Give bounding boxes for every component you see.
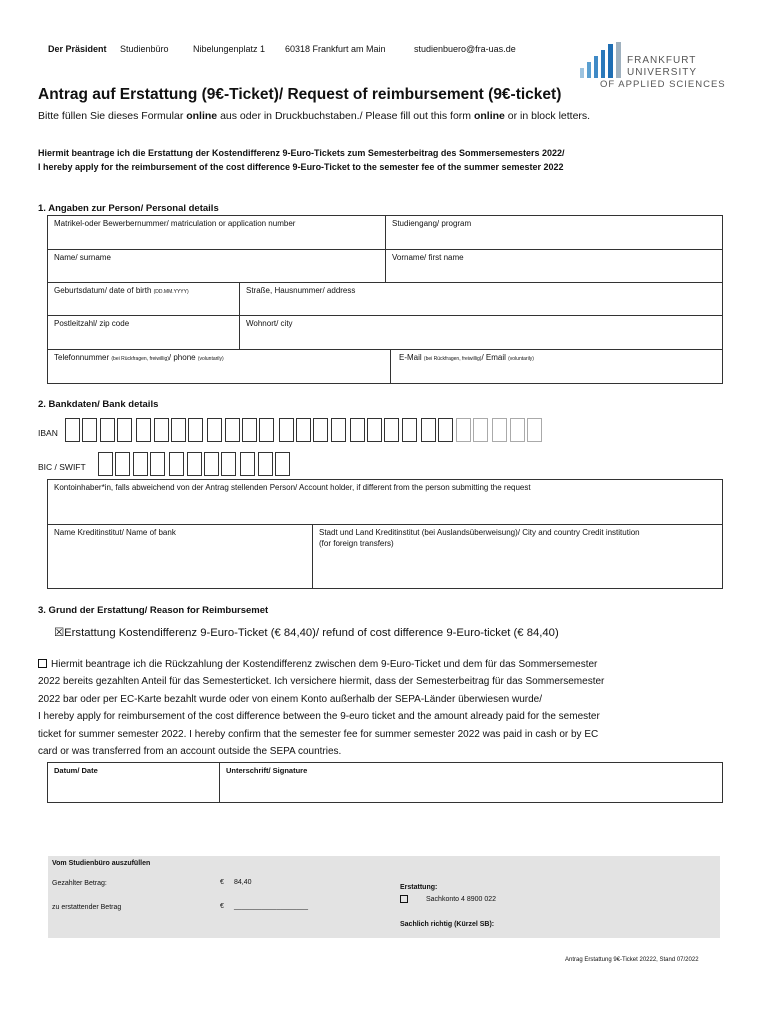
university-logo — [580, 42, 730, 94]
zip-field[interactable]: Postleitzahl/ zip code — [48, 316, 240, 350]
signature-table — [47, 762, 723, 803]
iban-row-char-box[interactable] — [438, 418, 453, 442]
header-email: studienbuero@fra-uas.de — [414, 44, 516, 54]
program-field[interactable]: Studiengang/ program — [386, 216, 723, 250]
iban-row-char-box[interactable] — [402, 418, 417, 442]
iban-row-char-box[interactable] — [207, 418, 222, 442]
iban-row-char-box[interactable] — [279, 418, 294, 442]
bic-row-char-box[interactable] — [221, 452, 236, 476]
header-office: Studienbüro — [120, 44, 169, 54]
iban-row-char-box[interactable] — [313, 418, 328, 442]
header-street: Nibelungenplatz 1 — [193, 44, 266, 54]
bic-row-char-box[interactable] — [115, 452, 130, 476]
iban-row-char-box[interactable] — [100, 418, 115, 442]
bank-city-field[interactable]: Stadt und Land Kreditinstitut (bei Auslandsüberweisung)/ City and country Credit institution (for foreign transfers) — [319, 528, 640, 548]
iban-row-char-box[interactable] — [171, 418, 186, 442]
iban-row-char-box[interactable] — [456, 418, 471, 442]
personal-details-table — [47, 215, 723, 384]
account-holder-field[interactable]: Kontoinhaber*in, falls abweichend von der Antrag stellenden Person/ Account holder, if different from the person submitting the request — [48, 480, 723, 525]
bic-row-char-box[interactable] — [150, 452, 165, 476]
page-title: Antrag auf Erstattung (9€-Ticket)/ Request of reimbursement (9€-ticket) — [38, 86, 562, 103]
iban-row-char-box[interactable] — [367, 418, 382, 442]
paid-currency: € — [220, 879, 224, 886]
bank-details-table — [47, 479, 723, 589]
bic-input[interactable] — [98, 452, 288, 476]
bic-row-char-box[interactable] — [98, 452, 113, 476]
logo-line-3: OF APPLIED SCIENCES — [600, 79, 726, 90]
account-label: Sachkonto 4 8900 022 — [426, 896, 497, 903]
intro-line-de: Hiermit beantrage ich die Erstattung der Kostendifferenz 9-Euro-Tickets zum Semesterbeitrag des Sommersemesters 2022/ — [38, 148, 565, 158]
bic-row-char-box[interactable] — [240, 452, 255, 476]
iban-row-char-box[interactable] — [65, 418, 80, 442]
bic-row-char-box[interactable] — [275, 452, 290, 476]
iban-row-char-box[interactable] — [510, 418, 525, 442]
city-field[interactable]: Wohnort/ city — [240, 316, 723, 350]
iban-input[interactable] — [65, 418, 635, 442]
iban-row-char-box[interactable] — [225, 418, 240, 442]
header-city: 60318 Frankfurt am Main — [285, 44, 386, 54]
header-president: Der Präsident — [48, 44, 107, 54]
paid-label: Gezahlter Betrag: — [52, 880, 107, 887]
bic-label: BIC / SWIFT — [38, 462, 86, 472]
intro-text — [38, 146, 565, 174]
iban-row-char-box[interactable] — [82, 418, 97, 442]
matrikel-field[interactable]: Matrikel-oder Bewerbernummer/ matriculation or application number — [48, 216, 386, 250]
iban-row-char-box[interactable] — [117, 418, 132, 442]
iban-row-char-box[interactable] — [188, 418, 203, 442]
iban-row-char-box[interactable] — [331, 418, 346, 442]
iban-row-char-box[interactable] — [242, 418, 257, 442]
checked-label: Sachlich richtig (Kürzel SB): — [400, 921, 495, 928]
logo-line-1: FRANKFURT — [627, 55, 697, 66]
paid-value: 84,40 — [234, 879, 252, 886]
section2-title: 2. Bankdaten/ Bank details — [38, 399, 159, 410]
erstattung-label: Erstattung: — [400, 884, 438, 891]
iban-row-char-box[interactable] — [527, 418, 542, 442]
office-use-box — [48, 856, 720, 938]
refund-value: ___________________ — [234, 903, 308, 910]
footer: Antrag Erstattung 9€-Ticket 20222, Stand 07/2022 — [565, 957, 699, 963]
dob-field[interactable]: Geburtsdatum/ date of birth (DD.MM.YYYY) — [48, 283, 240, 316]
iban-row-char-box[interactable] — [421, 418, 436, 442]
intro-line-en: I hereby apply for the reimbursement of the cost difference 9-Euro-Ticket to the semester fee of the summer semester 2022 — [38, 162, 564, 172]
phone-field[interactable]: Telefonnummer (bei Rückfragen, freiwillig)/ phone (voluntarily) — [48, 350, 391, 384]
iban-row-char-box[interactable] — [473, 418, 488, 442]
bic-row-char-box[interactable] — [133, 452, 148, 476]
bank-name-field[interactable]: Name Kreditinstitut/ Name of bank — [48, 525, 313, 588]
email-field[interactable]: E-Mail (bei Rückfragen, freiwillig)/ Email (voluntarily) — [399, 353, 534, 362]
surname-field[interactable]: Name/ surname — [48, 250, 386, 283]
reason-option-2-checkbox[interactable] — [38, 659, 47, 668]
bic-row-char-box[interactable] — [187, 452, 202, 476]
reason-option-1[interactable]: ☒Erstattung Kostendifferenz 9-Euro-Ticket (€ 84,40)/ refund of cost difference 9-Euro-ticket (€ 84,40) — [54, 627, 559, 639]
logo-line-2: UNIVERSITY — [627, 67, 698, 78]
iban-row-char-box[interactable] — [296, 418, 311, 442]
section3-title: 3. Grund der Erstattung/ Reason for Reimbursemet — [38, 605, 269, 616]
subtitle: Bitte füllen Sie dieses Formular online aus oder in Druckbuchstaben./ Please fill out this form online or in block letters. — [38, 110, 591, 122]
firstname-field[interactable]: Vorname/ first name — [386, 250, 723, 283]
section1-title: 1. Angaben zur Person/ Personal details — [38, 203, 219, 214]
iban-row-char-box[interactable] — [492, 418, 507, 442]
iban-label: IBAN — [38, 428, 58, 438]
iban-row-char-box[interactable] — [136, 418, 151, 442]
iban-row-char-box[interactable] — [154, 418, 169, 442]
office-title: Vom Studienbüro auszufüllen — [52, 860, 151, 867]
bic-row-char-box[interactable] — [258, 452, 273, 476]
date-field[interactable]: Datum/ Date — [48, 763, 220, 802]
bic-row-char-box[interactable] — [169, 452, 184, 476]
refund-currency: € — [220, 903, 224, 910]
address-field[interactable]: Straße, Hausnummer/ address — [240, 283, 723, 316]
reason-option-2[interactable]: Hiermit beantrage ich die Rückzahlung der Kostendifferenz zwischen dem 9-Euro-Ticket und dem für das Sommersemester 2022 bereits gezahlten Anteil für das Semesterticket. Ich versichere hiermit, dass der Semesterbeitrag für das Sommersemester 2022 bar oder per EC-Karte bezahlt wurde oder von einem Konto außerhalb der SEPA-Länder überwiesen wurde/ I hereby apply for reimbursement of the cost difference between the 9-euro ticket and the amount already paid for the semester ticket for summer semester 2022. I hereby confirm that the semester fee for summer semester 2022 was paid in cash or by EC card or was transferred from an account outside the SEPA countries. — [38, 659, 605, 758]
iban-row-char-box[interactable] — [259, 418, 274, 442]
iban-row-char-box[interactable] — [350, 418, 365, 442]
bic-row-char-box[interactable] — [204, 452, 219, 476]
account-checkbox[interactable] — [400, 895, 408, 903]
refund-label: zu erstattender Betrag — [52, 904, 122, 911]
iban-row-char-box[interactable] — [384, 418, 399, 442]
signature-field[interactable]: Unterschrift/ Signature — [226, 766, 308, 775]
